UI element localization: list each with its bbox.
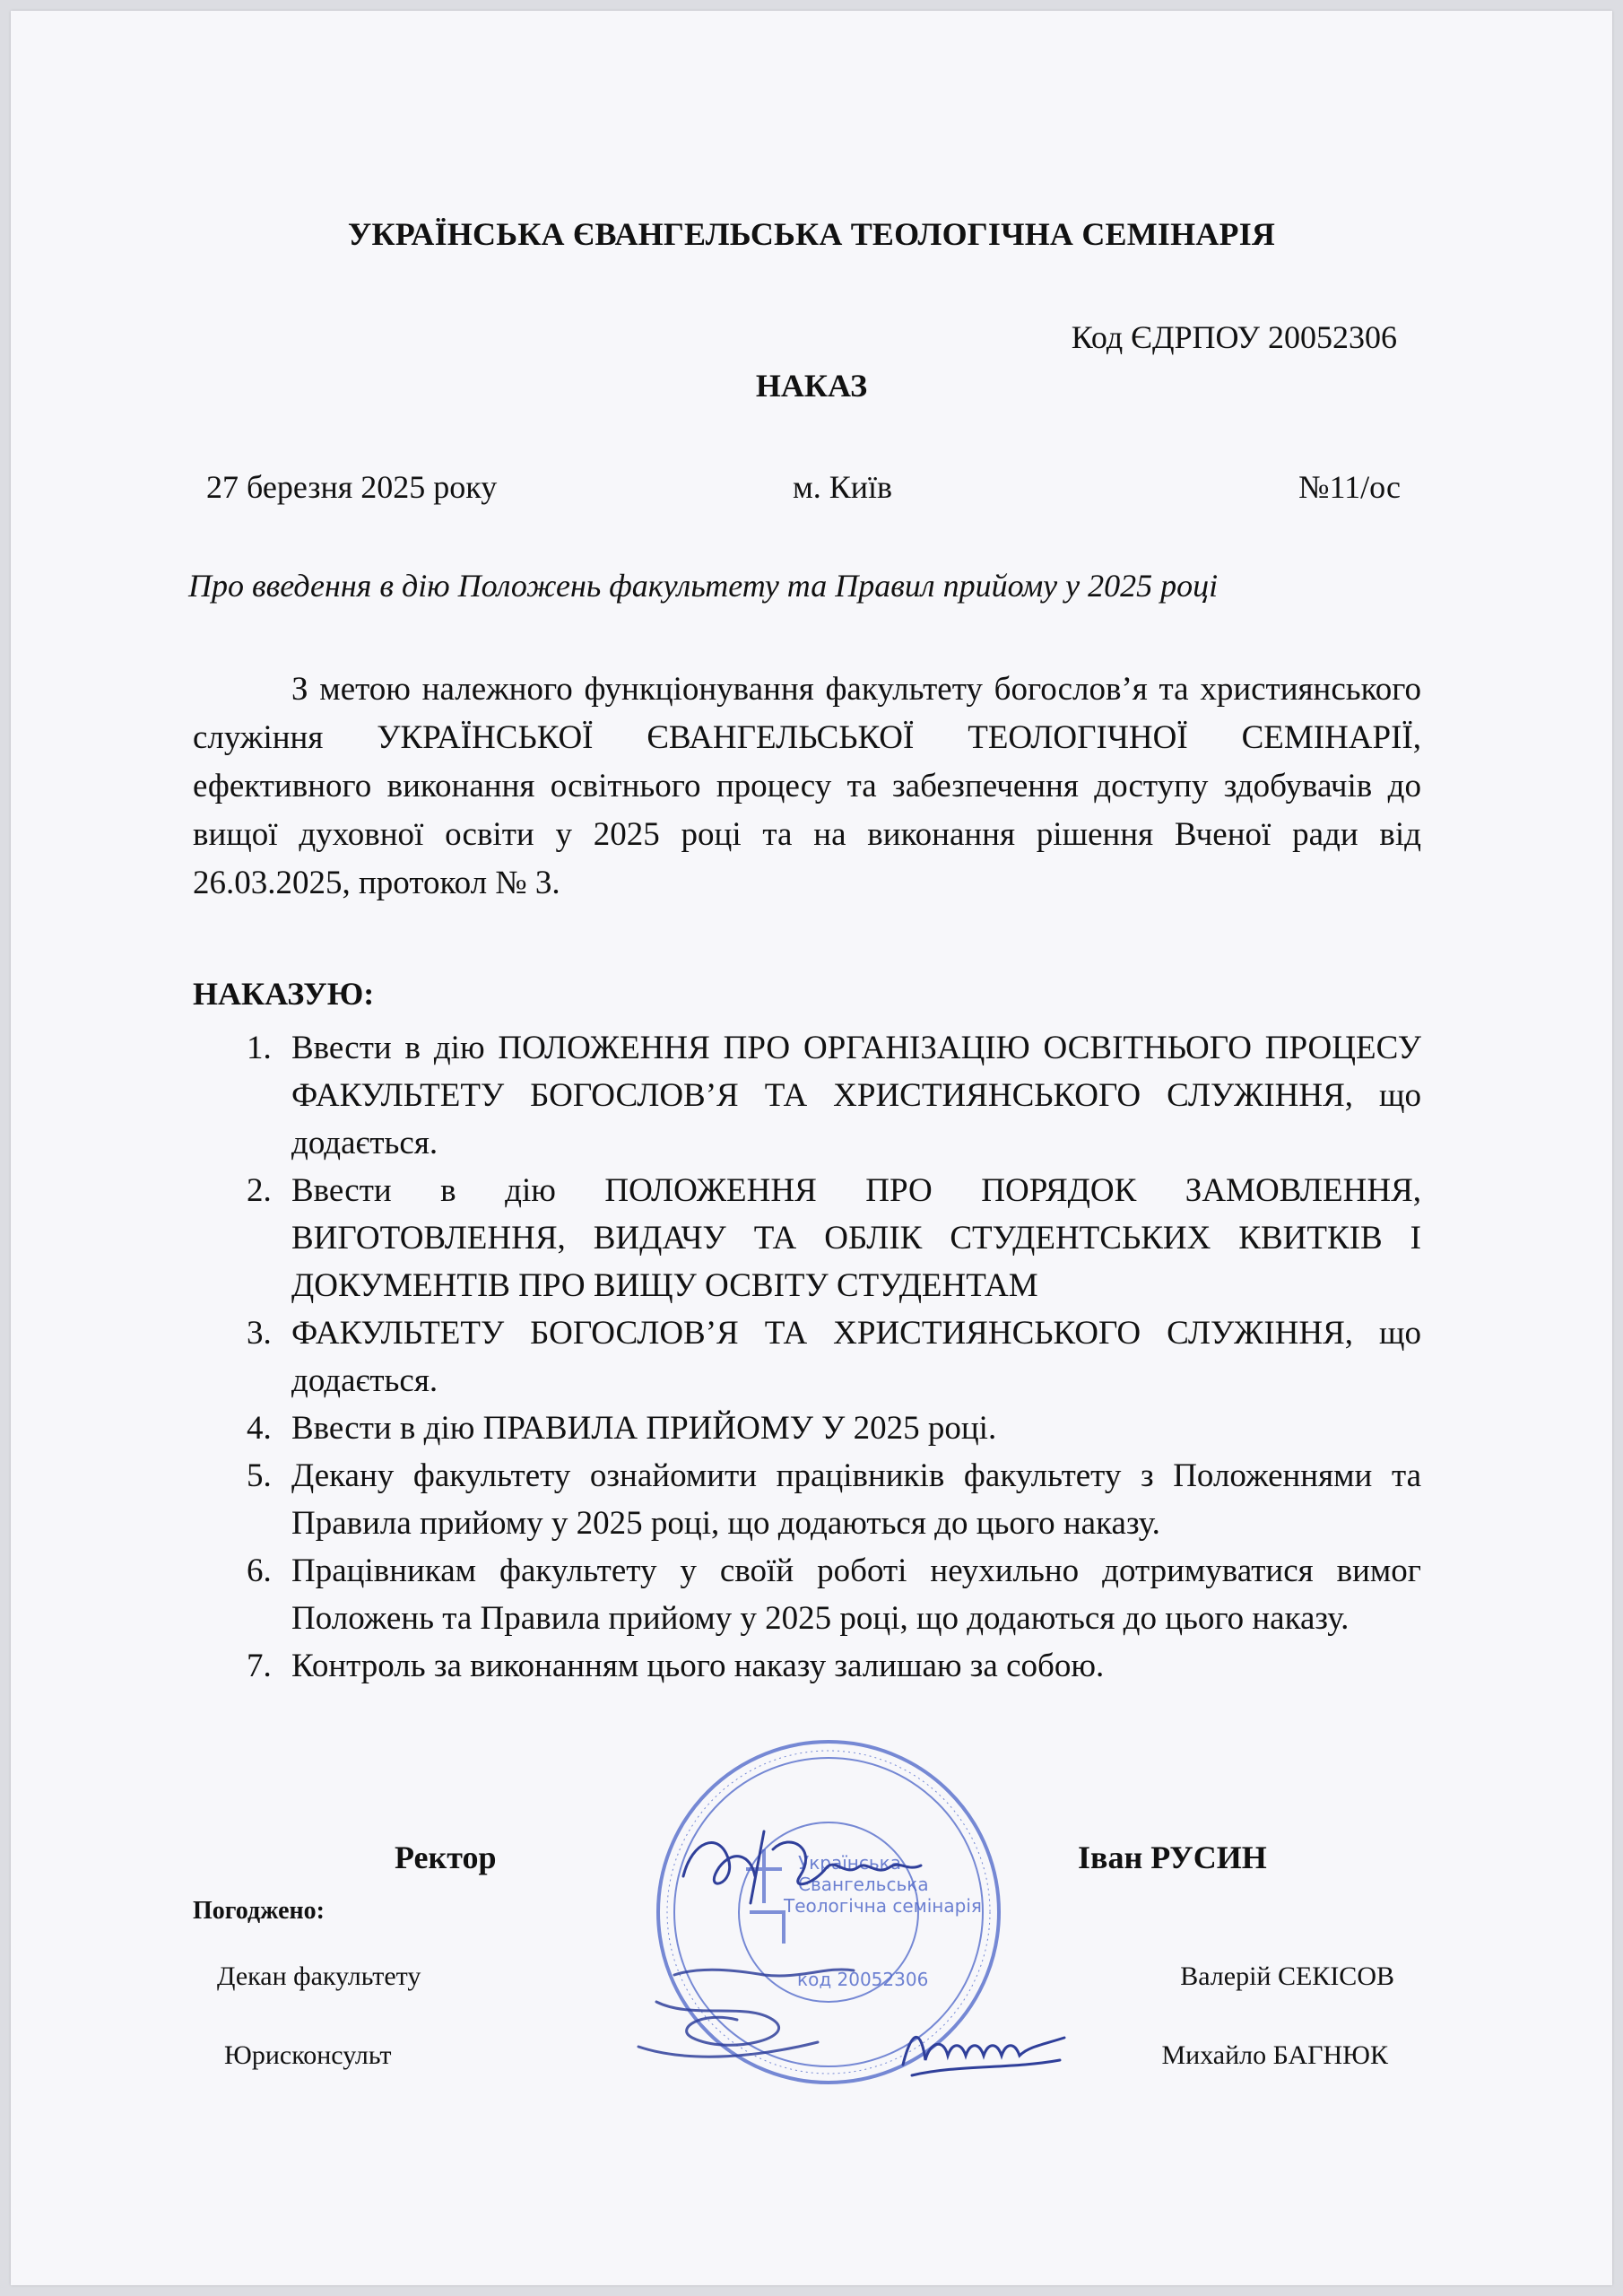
document-type: НАКАЗ [755, 368, 868, 404]
order-date: 27 березня 2025 року [206, 469, 498, 505]
preamble [193, 665, 1421, 908]
document-page [11, 11, 1612, 2285]
preamble-text: З метою належного функціонування факультету богослов’я та християнського служіння УКРАЇНСЬКОЇ ЄВАНГЕЛЬСЬКОЇ ТЕОЛОГІЧНОЇ СЕМІНАРІЇ, ефективного виконання освітнього процесу та забезпечення доступу здобувачів до вищої духовної освіти у 2025 році та на виконання рішення Вченої ради від 26.03.2025, протокол № 3. [193, 671, 1421, 901]
item-number: 4. [247, 1410, 272, 1447]
dean-label: Декан факультету [217, 1961, 421, 1991]
order-city: м. Київ [793, 469, 893, 505]
item-number: 3. [247, 1315, 272, 1352]
item-text: ФАКУЛЬТЕТУ БОГОСЛОВ’Я ТА ХРИСТИЯНСЬКОГО СЛУЖІННЯ, що додається. [291, 1315, 1421, 1399]
order-item [193, 1547, 1421, 1642]
order-item [193, 1024, 1421, 1167]
orders-heading: НАКАЗУЮ: [193, 976, 375, 1012]
seal-line-2: Євангельська [798, 1874, 929, 1895]
seal-code: код 20052306 [797, 1969, 929, 1990]
item-text: Ввести в дію ПОЛОЖЕННЯ ПРО ОРГАНІЗАЦІЮ ОСВІТНЬОГО ПРОЦЕСУ ФАКУЛЬТЕТУ БОГОСЛОВ’Я ТА ХРИСТИЯНСЬКОГО СЛУЖІННЯ, що додається. [291, 1030, 1421, 1161]
edrpou-code: Код ЄДРПОУ 20052306 [1071, 319, 1397, 355]
item-text: Працівникам факультету у своїй роботі неухильно дотримуватися вимог Положень та Правила прийому у 2025 році, що додаються до цього наказу. [291, 1552, 1421, 1637]
organization-title: УКРАЇНСЬКА ЄВАНГЕЛЬСЬКА ТЕОЛОГІЧНА СЕМІНАРІЯ [347, 216, 1276, 252]
order-subject: Про введення в дію Положень факультету та Правил прийому у 2025 році [188, 568, 1219, 604]
agreed-label: Погоджено: [193, 1897, 325, 1925]
item-text: Декану факультету ознайомити працівників факультету з Положеннями та Правила прийому у 2025 році, що додаються до цього наказу. [291, 1457, 1421, 1542]
order-item [193, 1309, 1421, 1405]
lawyer-label: Юрисконсульт [224, 2040, 392, 2070]
rector-label: Ректор [395, 1839, 497, 1875]
rector-name: Іван РУСИН [1078, 1839, 1267, 1875]
order-item [193, 1452, 1421, 1547]
item-number: 2. [247, 1172, 272, 1209]
order-number: №11/ос [1298, 469, 1401, 505]
order-item [193, 1405, 1421, 1452]
item-text: Ввести в дію ПОЛОЖЕННЯ ПРО ПОРЯДОК ЗАМОВЛЕННЯ, ВИГОТОВЛЕННЯ, ВИДАЧУ ТА ОБЛІК СТУДЕНТСЬКИХ КВИТКІВ І ДОКУМЕНТІВ ПРО ВИЩУ ОСВІТУ СТУДЕНТАМ [291, 1172, 1421, 1304]
rector-signature-icon [665, 1813, 961, 1912]
lawyer-name: Михайло БАГНЮК [1161, 2040, 1388, 2070]
item-number: 6. [247, 1552, 272, 1589]
item-number: 1. [247, 1030, 272, 1066]
dean-name: Валерій СЕКІСОВ [1180, 1961, 1394, 1991]
order-item [193, 1642, 1421, 1690]
order-item [193, 1167, 1421, 1309]
order-items [193, 1024, 1421, 1690]
lawyer-signature-icon [894, 2011, 1073, 2083]
seal-line-1: Українська [798, 1852, 901, 1874]
seal-line-3: Теологічна семінарія [784, 1895, 982, 1917]
item-text: Ввести в дію ПРАВИЛА ПРИЙОМУ У 2025 році. [291, 1410, 997, 1447]
item-number: 7. [247, 1648, 272, 1684]
item-text: Контроль за виконанням цього наказу залишаю за собою. [291, 1648, 1105, 1684]
item-number: 5. [247, 1457, 272, 1494]
